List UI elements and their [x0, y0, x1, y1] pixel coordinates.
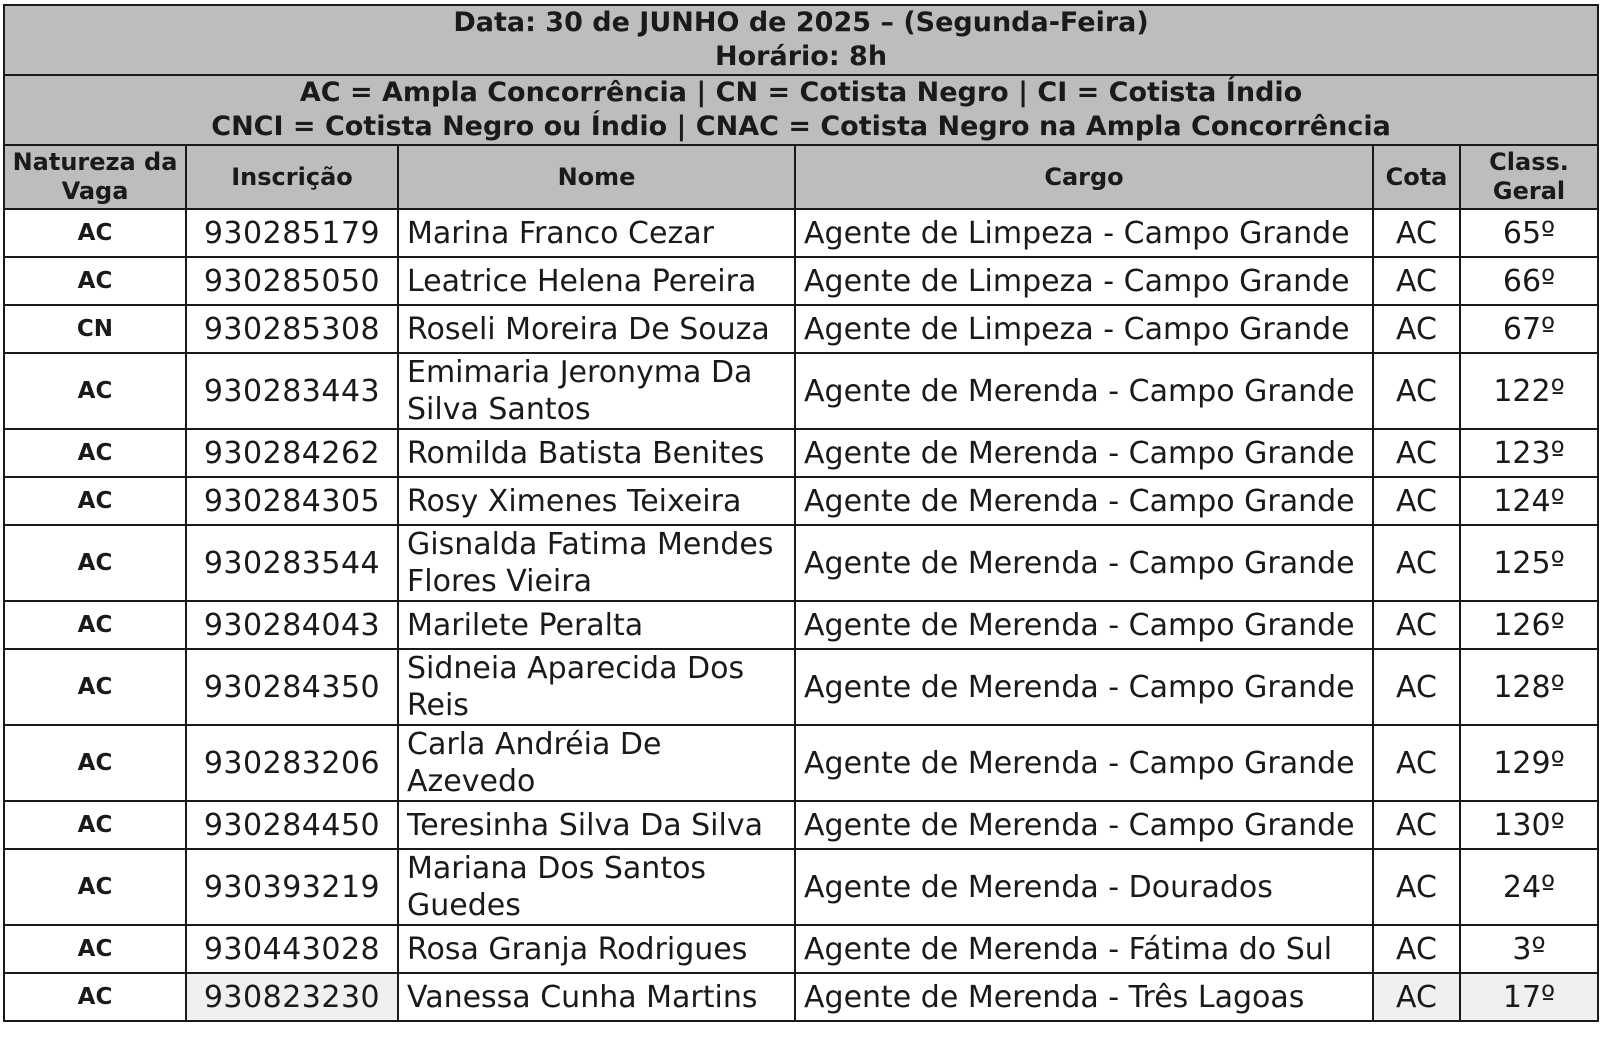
natureza-cell: AC — [4, 801, 186, 849]
cargo-cell: Agente de Limpeza - Campo Grande — [795, 209, 1373, 257]
inscricao-cell: 930284305 — [186, 477, 398, 525]
legend-banner — [4, 75, 1598, 145]
candidates-table — [3, 4, 1599, 1022]
cota-cell: AC — [1373, 725, 1460, 801]
cargo-cell: Agente de Merenda - Campo Grande — [795, 801, 1373, 849]
natureza-cell: AC — [4, 649, 186, 725]
inscricao-cell: 930283443 — [186, 353, 398, 429]
natureza-cell: AC — [4, 353, 186, 429]
column-header-inscricao: Inscrição — [186, 145, 398, 209]
inscricao-cell: 930285308 — [186, 305, 398, 353]
nome-cell: Teresinha Silva Da Silva — [398, 801, 795, 849]
table-row — [4, 649, 1598, 725]
table-row — [4, 525, 1598, 601]
cota-cell: AC — [1373, 257, 1460, 305]
nome-cell: Sidneia Aparecida Dos Reis — [398, 649, 795, 725]
nome-cell: Leatrice Helena Pereira — [398, 257, 795, 305]
cota-cell: AC — [1373, 429, 1460, 477]
cargo-cell: Agente de Merenda - Campo Grande — [795, 601, 1373, 649]
cargo-cell: Agente de Merenda - Dourados — [795, 849, 1373, 925]
natureza-cell: AC — [4, 209, 186, 257]
nome-cell: Vanessa Cunha Martins — [398, 973, 795, 1021]
classificacao-cell: 123º — [1460, 429, 1598, 477]
classificacao-cell: 66º — [1460, 257, 1598, 305]
column-header-natureza: Natureza da Vaga — [4, 145, 186, 209]
nome-cell: Roseli Moreira De Souza — [398, 305, 795, 353]
date-banner — [4, 5, 1598, 75]
table-row — [4, 601, 1598, 649]
cota-cell: AC — [1373, 209, 1460, 257]
table-row — [4, 725, 1598, 801]
column-header-cargo: Cargo — [795, 145, 1373, 209]
inscricao-cell: 930823230 — [186, 973, 398, 1021]
inscricao-cell: 930284262 — [186, 429, 398, 477]
cota-cell: AC — [1373, 649, 1460, 725]
inscricao-cell: 930284350 — [186, 649, 398, 725]
nome-cell: Romilda Batista Benites — [398, 429, 795, 477]
nome-cell: Gisnalda Fatima Mendes Flores Vieira — [398, 525, 795, 601]
column-header-cota: Cota — [1373, 145, 1460, 209]
cota-cell: AC — [1373, 525, 1460, 601]
table-row — [4, 305, 1598, 353]
cargo-cell: Agente de Merenda - Campo Grande — [795, 477, 1373, 525]
nome-cell: Rosy Ximenes Teixeira — [398, 477, 795, 525]
classificacao-cell: 128º — [1460, 649, 1598, 725]
cota-cell: AC — [1373, 305, 1460, 353]
nome-cell: Emimaria Jeronyma Da Silva Santos — [398, 353, 795, 429]
table-row — [4, 429, 1598, 477]
cargo-cell: Agente de Merenda - Campo Grande — [795, 429, 1373, 477]
nome-cell: Mariana Dos Santos Guedes — [398, 849, 795, 925]
table-row — [4, 257, 1598, 305]
table-row — [4, 925, 1598, 973]
inscricao-cell: 930284043 — [186, 601, 398, 649]
inscricao-cell: 930284450 — [186, 801, 398, 849]
time-line: Horário: 8h — [715, 41, 888, 72]
natureza-cell: AC — [4, 257, 186, 305]
inscricao-cell: 930285050 — [186, 257, 398, 305]
inscricao-cell: 930283544 — [186, 525, 398, 601]
natureza-cell: AC — [4, 601, 186, 649]
classificacao-cell: 124º — [1460, 477, 1598, 525]
classificacao-cell: 126º — [1460, 601, 1598, 649]
natureza-cell: AC — [4, 973, 186, 1021]
natureza-cell: AC — [4, 725, 186, 801]
natureza-cell: AC — [4, 477, 186, 525]
cota-cell: AC — [1373, 973, 1460, 1021]
classificacao-cell: 122º — [1460, 353, 1598, 429]
natureza-cell: CN — [4, 305, 186, 353]
date-line: Data: 30 de JUNHO de 2025 – (Segunda-Feira) — [453, 7, 1149, 38]
inscricao-cell: 930283206 — [186, 725, 398, 801]
classificacao-cell: 129º — [1460, 725, 1598, 801]
legend-line-1: AC = Ampla Concorrência | CN = Cotista Negro | CI = Cotista Índio — [299, 77, 1303, 108]
table-row — [4, 973, 1598, 1021]
table-row — [4, 209, 1598, 257]
table-row — [4, 353, 1598, 429]
cota-cell: AC — [1373, 477, 1460, 525]
cargo-cell: Agente de Limpeza - Campo Grande — [795, 257, 1373, 305]
classificacao-cell: 17º — [1460, 973, 1598, 1021]
classificacao-cell: 65º — [1460, 209, 1598, 257]
cota-cell: AC — [1373, 849, 1460, 925]
cargo-cell: Agente de Merenda - Fátima do Sul — [795, 925, 1373, 973]
cota-cell: AC — [1373, 601, 1460, 649]
nome-cell: Rosa Granja Rodrigues — [398, 925, 795, 973]
nome-cell: Carla Andréia De Azevedo — [398, 725, 795, 801]
nome-cell: Marilete Peralta — [398, 601, 795, 649]
column-header-classificacao: Class. Geral — [1460, 145, 1598, 209]
natureza-cell: AC — [4, 849, 186, 925]
cargo-cell: Agente de Merenda - Campo Grande — [795, 649, 1373, 725]
cargo-cell: Agente de Merenda - Três Lagoas — [795, 973, 1373, 1021]
table-row — [4, 801, 1598, 849]
classificacao-cell: 3º — [1460, 925, 1598, 973]
cargo-cell: Agente de Merenda - Campo Grande — [795, 525, 1373, 601]
classificacao-cell: 67º — [1460, 305, 1598, 353]
cota-cell: AC — [1373, 801, 1460, 849]
table-row — [4, 849, 1598, 925]
cota-cell: AC — [1373, 925, 1460, 973]
document-page — [3, 4, 1597, 1022]
legend-line-2: CNCI = Cotista Negro ou Índio | CNAC = Cotista Negro na Ampla Concorrência — [211, 111, 1391, 142]
classificacao-cell: 130º — [1460, 801, 1598, 849]
cargo-cell: Agente de Merenda - Campo Grande — [795, 353, 1373, 429]
classificacao-cell: 125º — [1460, 525, 1598, 601]
inscricao-cell: 930393219 — [186, 849, 398, 925]
table-row — [4, 477, 1598, 525]
natureza-cell: AC — [4, 429, 186, 477]
cota-cell: AC — [1373, 353, 1460, 429]
inscricao-cell: 930443028 — [186, 925, 398, 973]
column-header-row — [4, 145, 1598, 209]
inscricao-cell: 930285179 — [186, 209, 398, 257]
nome-cell: Marina Franco Cezar — [398, 209, 795, 257]
cargo-cell: Agente de Limpeza - Campo Grande — [795, 305, 1373, 353]
natureza-cell: AC — [4, 925, 186, 973]
cargo-cell: Agente de Merenda - Campo Grande — [795, 725, 1373, 801]
classificacao-cell: 24º — [1460, 849, 1598, 925]
column-header-nome: Nome — [398, 145, 795, 209]
natureza-cell: AC — [4, 525, 186, 601]
